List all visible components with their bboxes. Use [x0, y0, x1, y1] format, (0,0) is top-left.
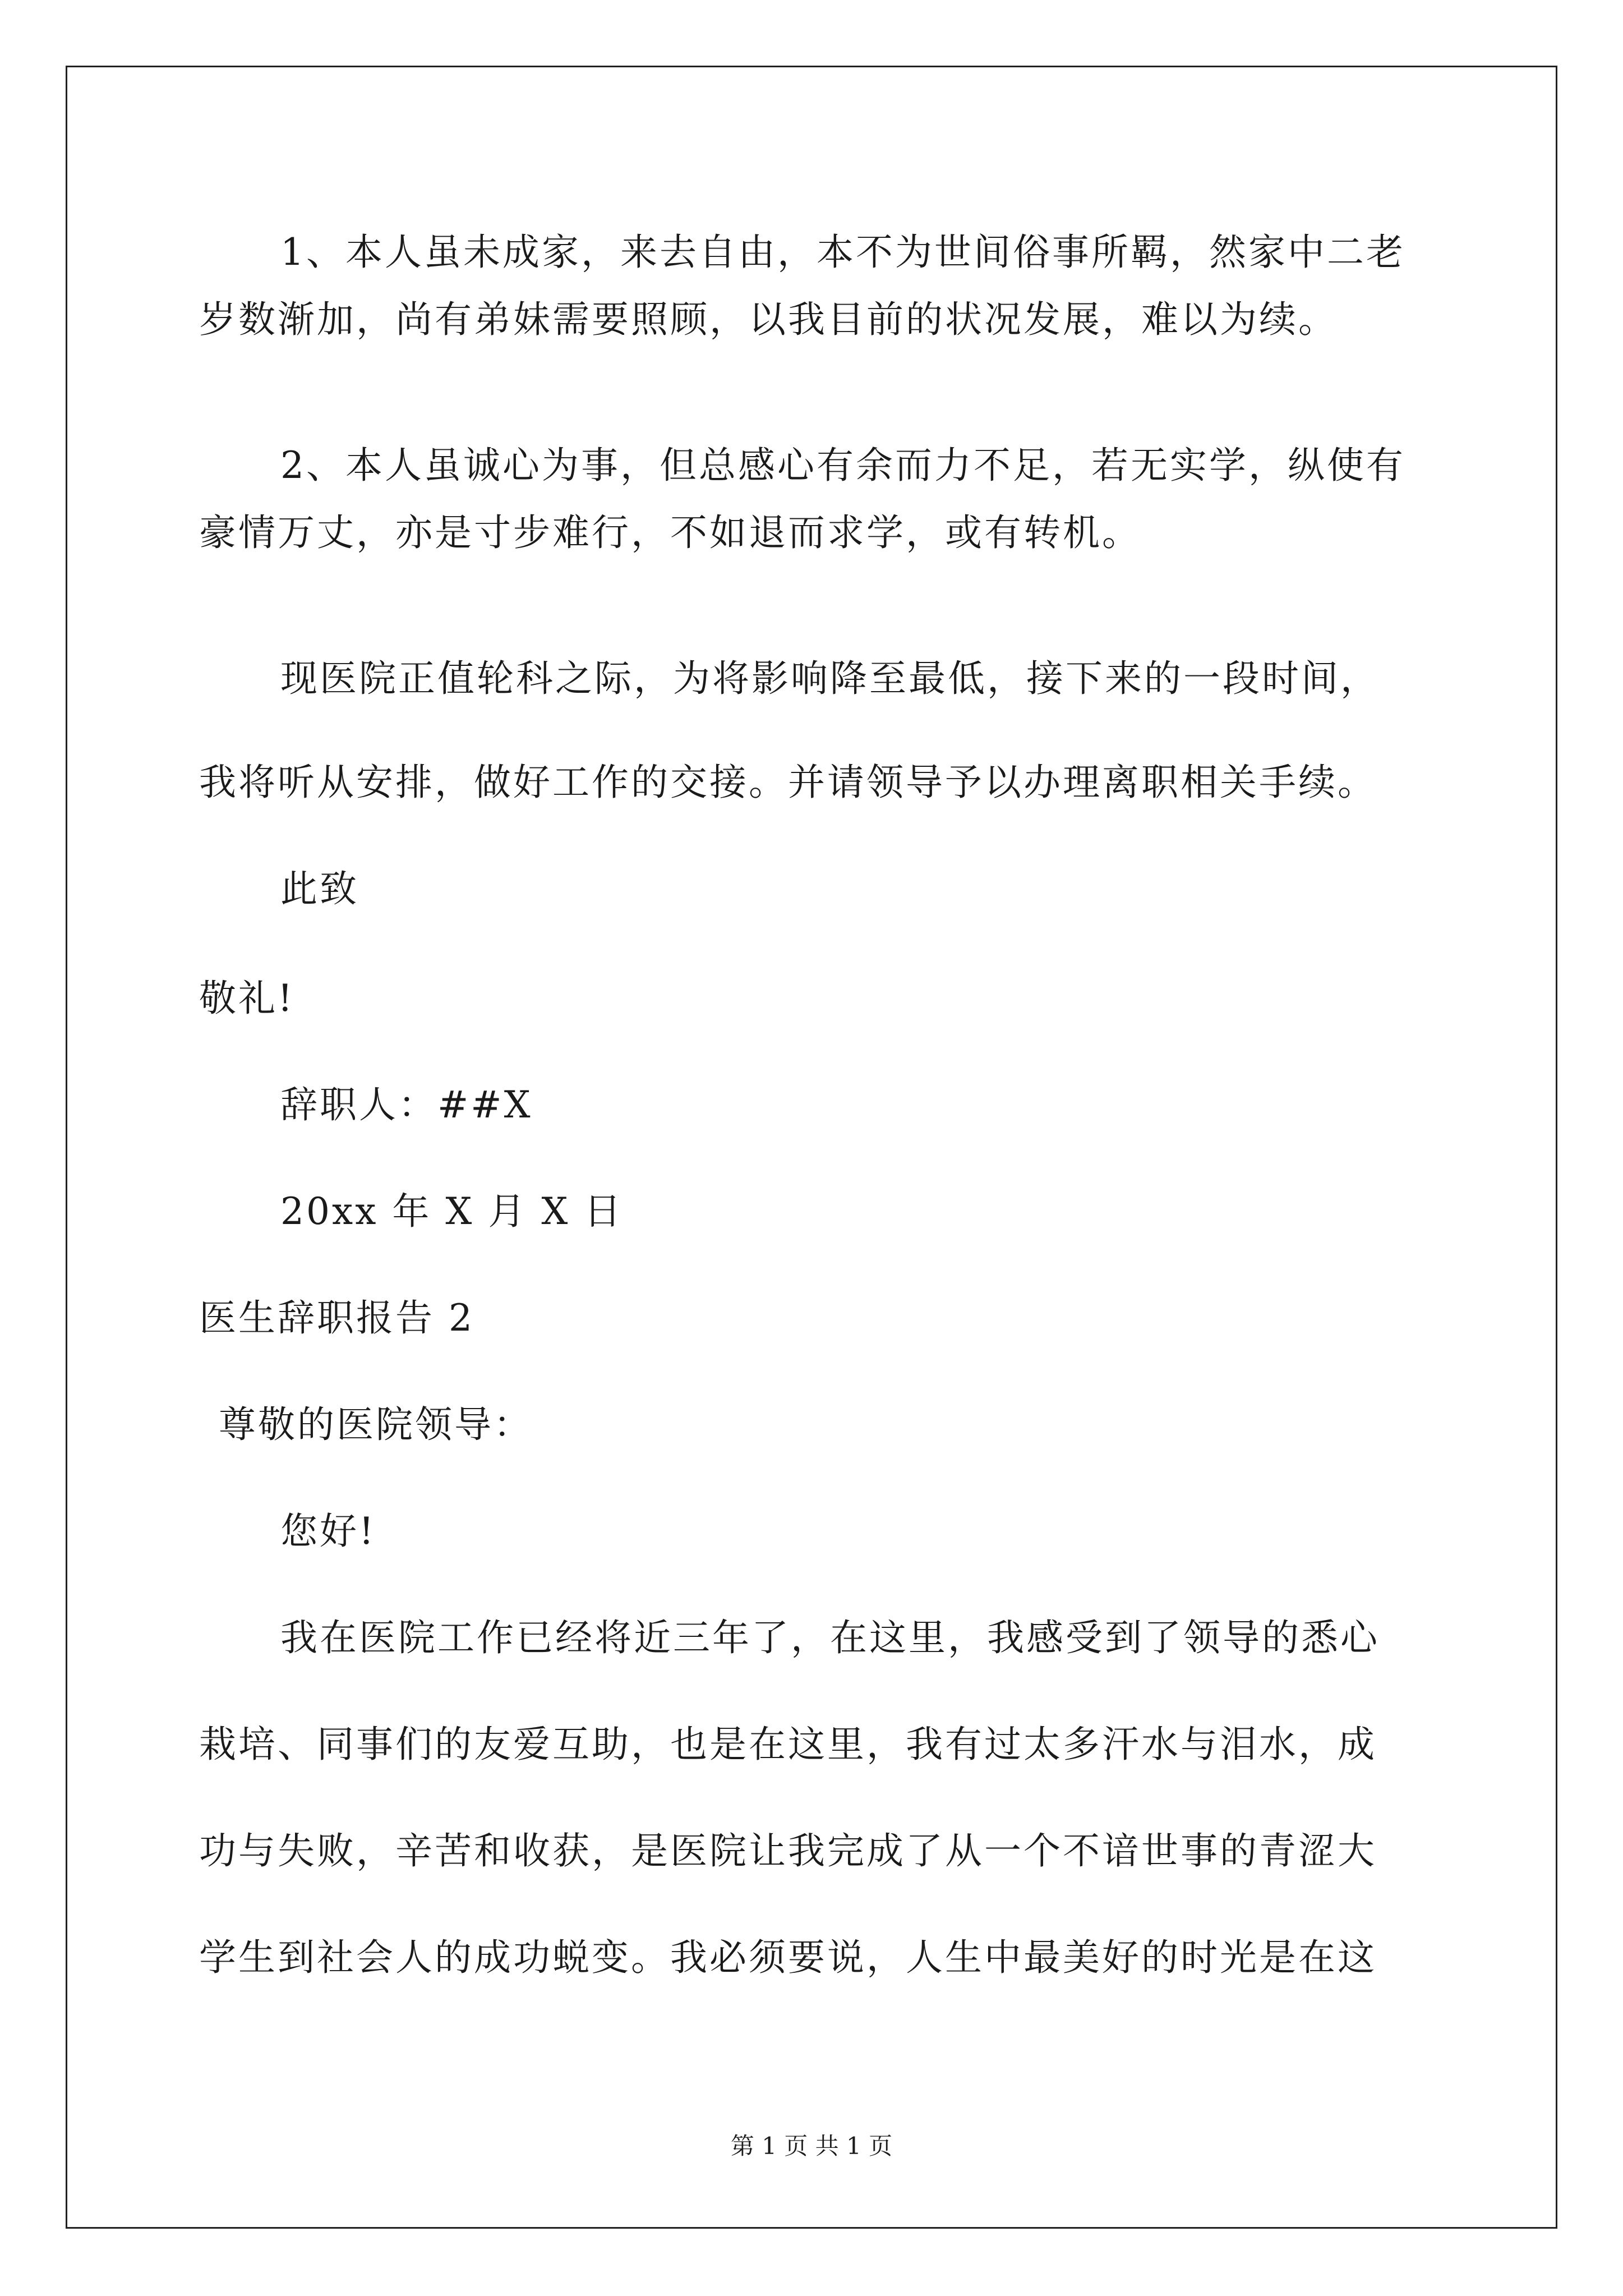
salutation-line: 尊敬的医院领导： — [219, 1403, 533, 1446]
signature-line: 辞职人：##X — [280, 1083, 533, 1126]
paragraph-line: 我在医院工作已经将近三年了，在这里，我感受到了领导的悉心 — [280, 1616, 1380, 1659]
paragraph-line: 功与失败，辛苦和收获，是医院让我完成了从一个不谙世事的青涩大 — [199, 1829, 1377, 1872]
section-heading: 医生辞职报告 2 — [199, 1296, 474, 1340]
paragraph-line: 1、本人虽未成家，来去自由，本不为世间俗事所羁，然家中二老 — [280, 231, 1405, 274]
paragraph-line: 现医院正值轮科之际，为将影响降至最低，接下来的一段时间， — [280, 657, 1380, 700]
closing-line: 此致 — [280, 867, 359, 910]
page-footer: 第 1 页 共 1 页 — [730, 2132, 893, 2160]
greeting-line: 您好! — [280, 1510, 376, 1553]
paragraph-line: 岁数渐加，尚有弟妹需要照顾，以我目前的状况发展，难以为续。 — [199, 298, 1338, 341]
closing-line: 敬礼! — [199, 977, 295, 1020]
page-border — [66, 66, 1557, 2229]
paragraph-line: 我将听从安排，做好工作的交接。并请领导予以办理离职相关手续。 — [199, 761, 1377, 804]
paragraph-line: 学生到社会人的成功蜕变。我必须要说，人生中最美好的时光是在这 — [199, 1936, 1377, 1979]
paragraph-line: 2、本人虽诚心为事，但总感心有余而力不足，若无实学，纵使有 — [280, 444, 1405, 487]
paragraph-line: 栽培、同事们的友爱互助，也是在这里，我有过太多汗水与泪水，成 — [199, 1723, 1377, 1766]
date-line: 20xx 年 X 月 X 日 — [280, 1190, 624, 1233]
paragraph-line: 豪情万丈，亦是寸步难行，不如退而求学，或有转机。 — [199, 511, 1141, 554]
